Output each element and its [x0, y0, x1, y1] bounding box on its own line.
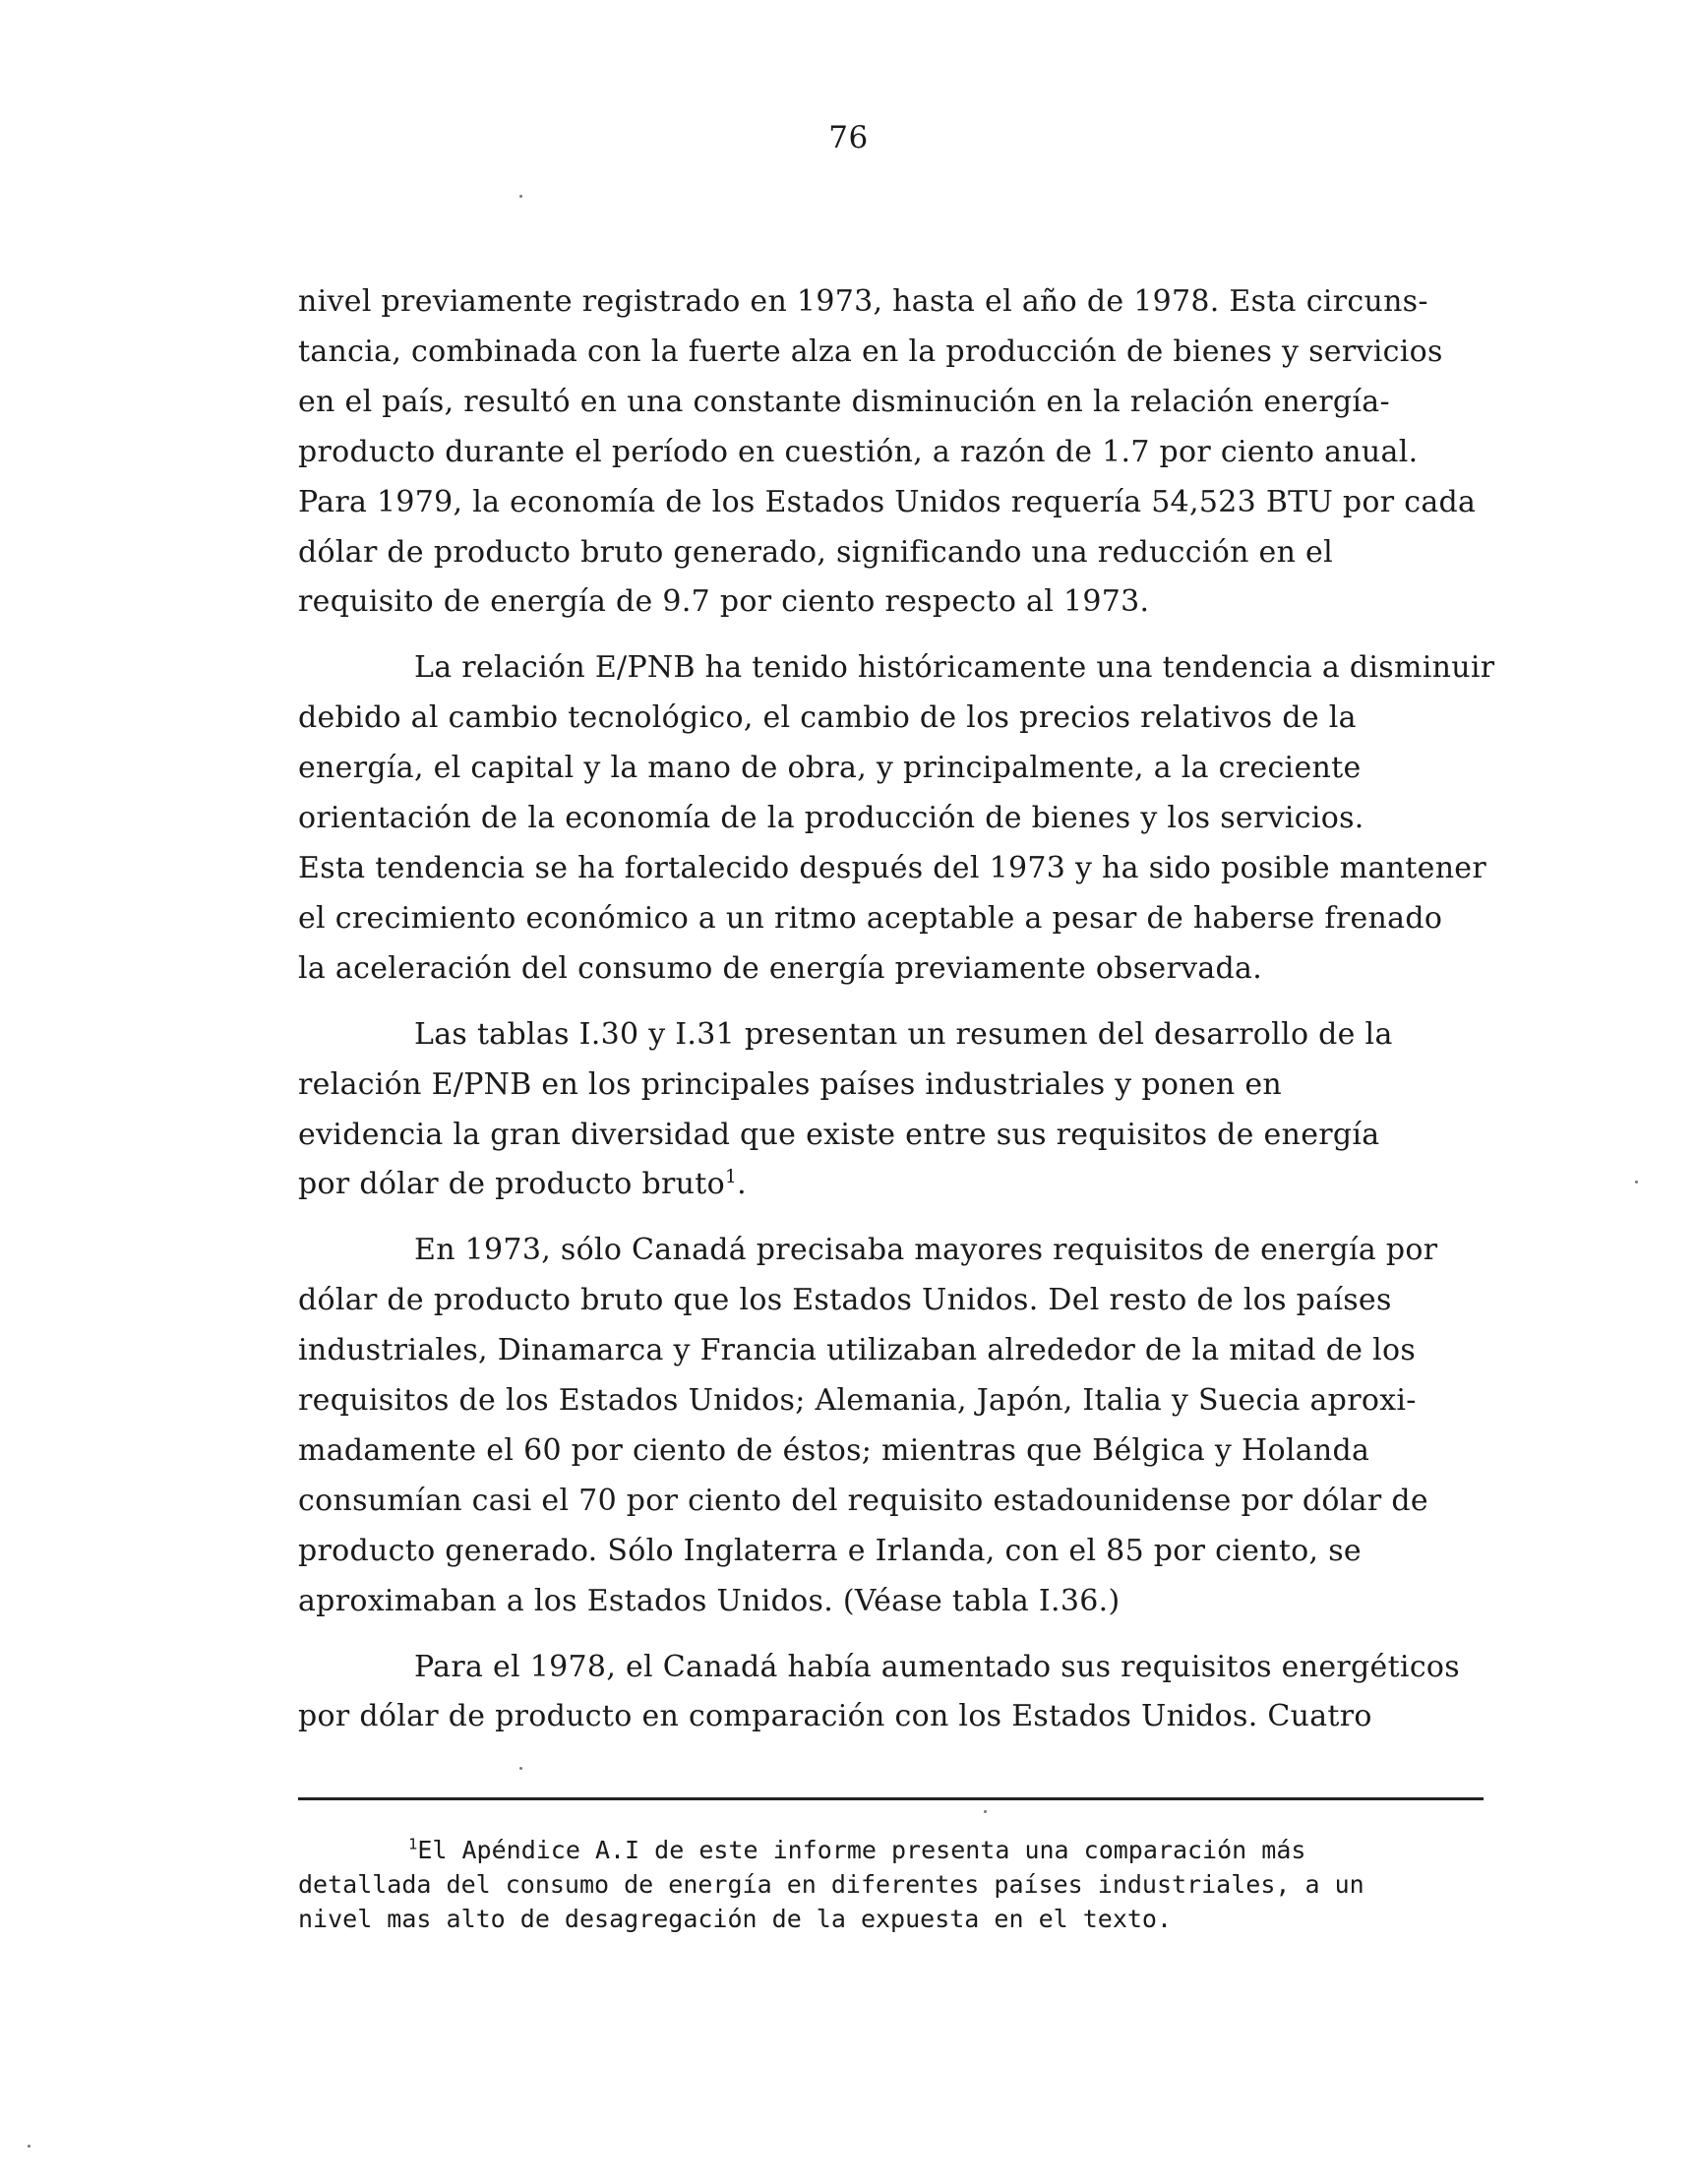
text-line: por dólar de producto en comparación con los Estados Unidos. Cuatro	[298, 1699, 1372, 1734]
footnote-line: detallada del consumo de energía en diferentes países industriales, a un	[298, 1870, 1364, 1899]
page-number: 76	[828, 120, 869, 155]
text-line: industriales, Dinamarca y Francia utilizaban alrededor de la mitad de los	[298, 1333, 1417, 1368]
text-line: la aceleración del consumo de energía previamente observada.	[298, 950, 1263, 986]
text-line: tancia, combinada con la fuerte alza en la producción de bienes y servicios	[298, 334, 1443, 369]
paragraph-5	[298, 1643, 1587, 1743]
text-fragment: por dólar de producto bruto	[298, 1167, 725, 1202]
scan-speck	[519, 195, 522, 198]
text-line: energía, el capital y la mano de obra, y principalmente, a la creciente	[298, 751, 1362, 786]
scan-speck	[28, 2145, 30, 2148]
text-line: relación E/PNB en los principales países industriales y ponen en	[298, 1066, 1283, 1102]
text-line: En 1973, sólo Canadá precisaba mayores requisitos de energía por	[414, 1233, 1438, 1268]
text-line: debido al cambio tecnológico, el cambio de los precios relativos de la	[298, 700, 1357, 736]
text-line: aproximaban a los Estados Unidos. (Véase tabla I.36.)	[298, 1583, 1121, 1618]
text-line: producto durante el período en cuestión, a razón de 1.7 por ciento anual.	[298, 434, 1419, 469]
paragraph-4	[298, 1226, 1587, 1626]
text-line: madamente el 60 por ciento de éstos; mientras que Bélgica y Holanda	[298, 1432, 1370, 1468]
paragraph-3	[298, 1010, 1587, 1211]
text-line: en el país, resultó en una constante disminución en la relación energía-	[298, 384, 1390, 419]
footnote-reference: 1	[724, 1167, 738, 1188]
text-line: nivel previamente registrado en 1973, hasta el año de 1978. Esta circuns-	[298, 284, 1428, 319]
footnote	[298, 1833, 1567, 1936]
text-line: consumían casi el 70 por ciento del requisito estadounidense por dólar de	[298, 1483, 1428, 1518]
text-line: orientación de la economía de la producción de bienes y los servicios.	[298, 801, 1364, 836]
text-line: requisito de energía de 9.7 por ciento respecto al 1973.	[298, 584, 1150, 620]
sentence-end: .	[737, 1167, 747, 1202]
scan-speck	[984, 1810, 987, 1813]
scan-speck	[519, 1767, 522, 1770]
paragraph-2	[298, 643, 1587, 994]
text-line: dólar de producto bruto generado, significando una reducción en el	[298, 534, 1334, 570]
text-line: evidencia la gran diversidad que existe entre sus requisitos de energía	[298, 1117, 1380, 1152]
text-line: Para el 1978, el Canadá había aumentado sus requisitos energéticos	[414, 1649, 1460, 1684]
text-line: La relación E/PNB ha tenido históricamente una tendencia a disminuir	[414, 650, 1495, 686]
text-line: requisitos de los Estados Unidos; Alemania, Japón, Italia y Suecia aproxi-	[298, 1383, 1417, 1419]
text-line: dólar de producto bruto que los Estados Unidos. Del resto de los países	[298, 1283, 1392, 1318]
text-line: Las tablas I.30 y I.31 presentan un resumen del desarrollo de la	[414, 1016, 1393, 1052]
text-line: el crecimiento económico a un ritmo aceptable a pesar de haberse frenado	[298, 900, 1443, 936]
footnote-line: nivel mas alto de desagregación de la expuesta en el texto.	[298, 1905, 1173, 1933]
text-line: Esta tendencia se ha fortalecido después del 1973 y ha sido posible mantener	[298, 850, 1487, 885]
text-line: producto generado. Sólo Inglaterra e Irlanda, con el 85 por ciento, se	[298, 1533, 1362, 1568]
scan-speck	[1635, 1181, 1638, 1183]
text-line: Para 1979, la economía de los Estados Unidos requería 54,523 BTU por cada	[298, 484, 1477, 519]
footnote-separator	[298, 1797, 1484, 1800]
body-text	[298, 277, 1587, 1758]
text-line	[298, 1160, 1587, 1210]
footnote-text: El Apéndice A.I de este informe presenta una comparación más	[417, 1836, 1306, 1864]
paragraph-1	[298, 277, 1587, 628]
footnote-mark: 1	[408, 1835, 418, 1853]
footnote-line	[298, 1833, 1567, 1867]
